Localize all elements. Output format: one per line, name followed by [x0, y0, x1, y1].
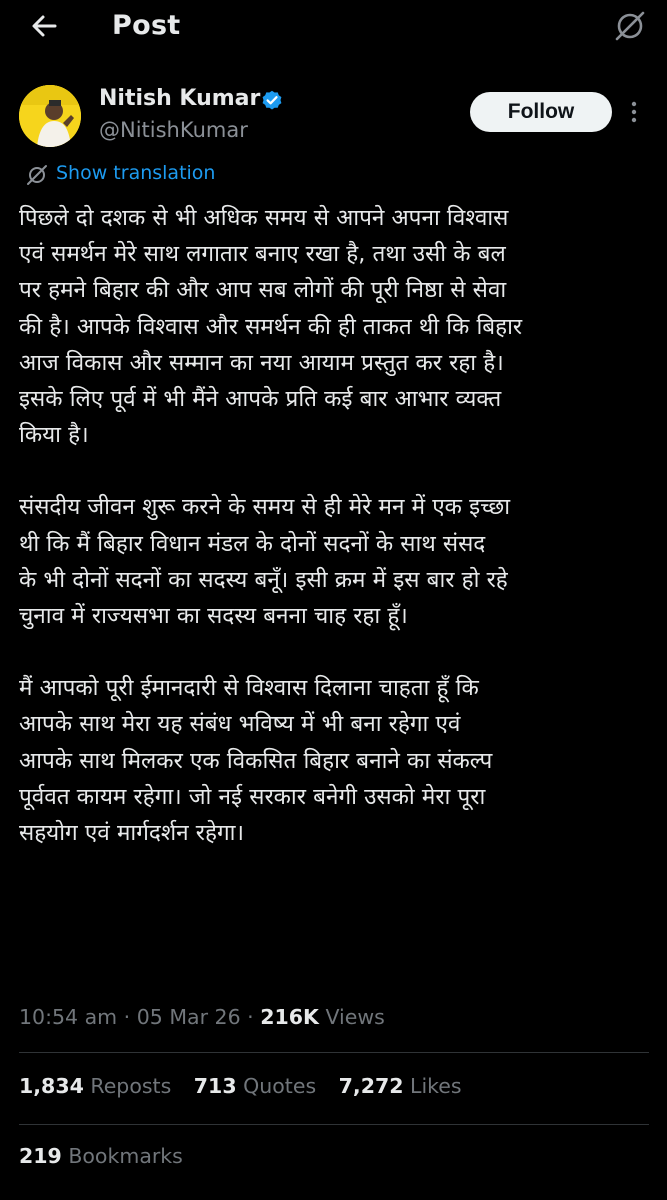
follow-button[interactable]: Follow: [470, 92, 612, 132]
avatar[interactable]: [19, 85, 81, 147]
post-text: [19, 200, 649, 887]
post-paragraph-3: मैं आपको पूरी ईमानदारी से विश्वास दिलाना चाहता हूँ कि आपके साथ मेरा यह संबंध भविष्य में भी बना रहेगा एवं आपके साथ मिलकर एक विकसित बिहार बनाने का संकल्प पूर्ववत कायम रहेगा। जो नई सरकार बनेगी उसको मेरा पूरा सहयोग एवं मार्गदर्शन रहेगा।: [19, 675, 493, 847]
quotes-stat[interactable]: [194, 1074, 316, 1098]
post-time[interactable]: 10:54 am: [19, 1005, 118, 1029]
post-date[interactable]: 05 Mar 26: [136, 1005, 241, 1029]
post-paragraph-2: संसदीय जीवन शुरू करने के समय से ही मेरे मन में एक इच्छा थी कि मैं बिहार विधान मंडल के दोनों सदनों के साथ संसद के भी दोनों सदनों का सदस्य बनूँ। इसी क्रम में इस बार हो रहे चुनाव में राज्यसभा का सदस्य बनना चाह रहा हूँ।: [19, 494, 511, 630]
grok-button[interactable]: [612, 8, 648, 44]
verified-badge-icon: [260, 88, 284, 112]
show-translation-label: Show translation: [56, 162, 216, 184]
page-title: Post: [112, 10, 181, 41]
bookmarks-count: 219: [19, 1144, 62, 1168]
author-handle[interactable]: @NitishKumar: [99, 118, 248, 142]
author-name[interactable]: Nitish Kumar: [99, 86, 261, 111]
meta-separator: ·: [123, 1005, 131, 1029]
divider: [19, 1052, 649, 1053]
more-vertical-icon: [624, 96, 644, 128]
likes-label: Likes: [410, 1074, 462, 1098]
quotes-count: 713: [193, 1074, 237, 1098]
reposts-count: 1,834: [19, 1074, 84, 1098]
back-button[interactable]: [26, 8, 62, 44]
top-bar: [0, 0, 667, 56]
grok-icon: [612, 8, 648, 44]
back-arrow-icon: [26, 8, 62, 44]
more-options-button[interactable]: [624, 96, 644, 128]
views-label[interactable]: Views: [325, 1005, 385, 1029]
reposts-stat[interactable]: [19, 1074, 171, 1098]
bookmarks-stat[interactable]: [19, 1144, 183, 1168]
likes-stat[interactable]: [339, 1074, 462, 1098]
reposts-label: Reposts: [90, 1074, 172, 1098]
likes-count: 7,272: [338, 1074, 404, 1098]
meta-separator: ·: [247, 1005, 254, 1029]
post-meta: [19, 1005, 385, 1029]
engagement-stats: [19, 1074, 478, 1098]
quotes-label: Quotes: [243, 1074, 317, 1098]
bookmarks-label: Bookmarks: [68, 1144, 183, 1168]
author-row: [0, 82, 667, 152]
translate-icon: [26, 164, 48, 186]
post-paragraph-1: पिछले दो दशक से भी अधिक समय से आपने अपना विश्वास एवं समर्थन मेरे साथ लगातार बनाए रखा है, तथा उसी के बल पर हमने बिहार की और आप सब लोगों की पूरी निष्ठा से सेवा की है। आपके विश्वास और समर्थन की ही ताकत थी कि बिहार आज विकास और सम्मान का नया आयाम प्रस्तुत कर रहा है। इसके लिए पूर्व में भी मैंने आपके प्रति कई बार आभार व्यक्त किया है।: [19, 205, 523, 449]
divider: [19, 1124, 649, 1125]
views-count[interactable]: 216K: [260, 1005, 319, 1029]
